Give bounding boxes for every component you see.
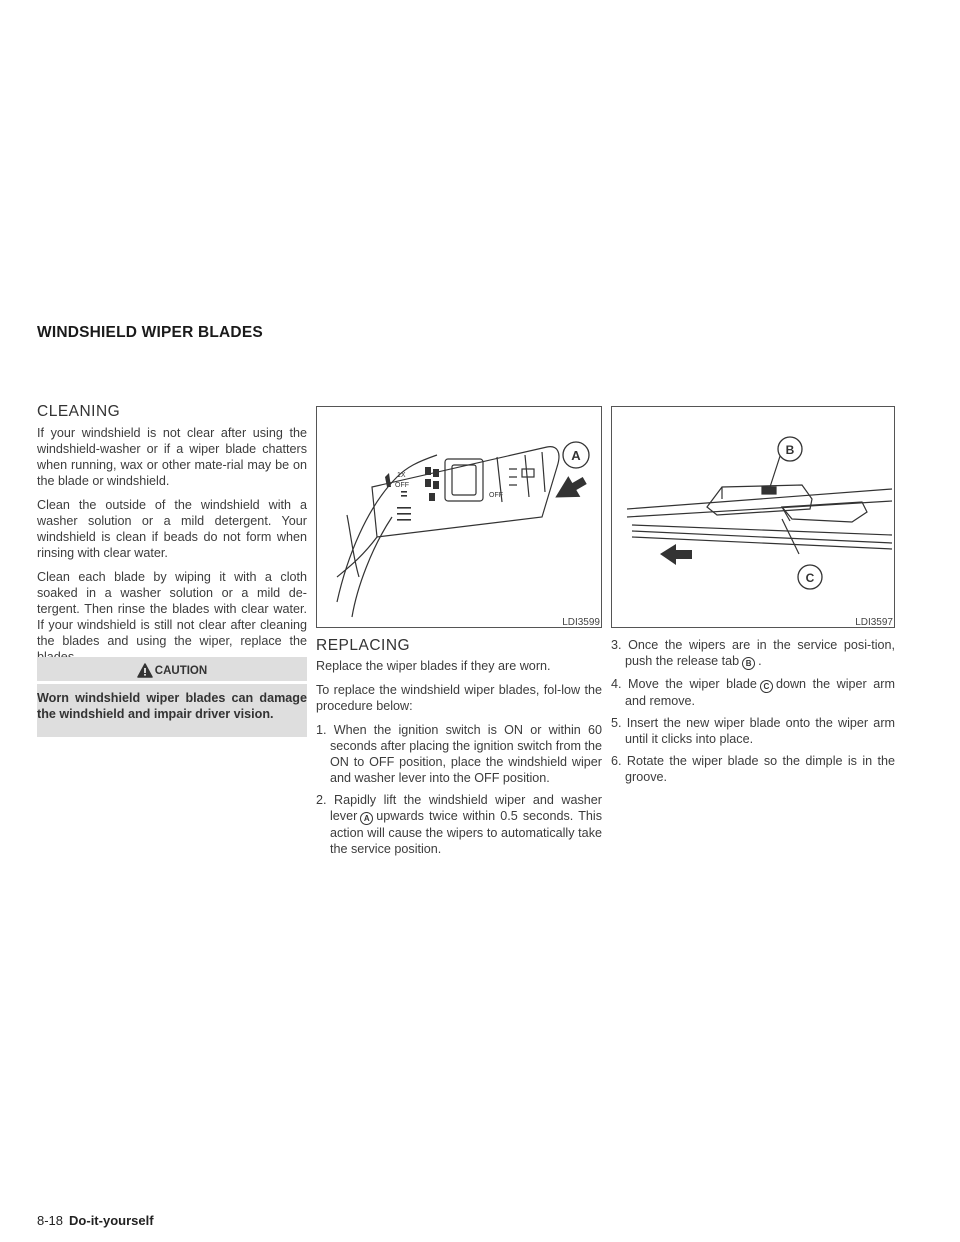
callout-c-marker: C [760, 680, 773, 693]
replacing-heading: REPLACING [316, 637, 411, 654]
callout-a-marker: A [360, 812, 373, 825]
page-footer [37, 1213, 154, 1228]
replacing-steps [316, 722, 602, 857]
figure-id-right: LDI3597 [855, 617, 893, 628]
replacing-body [316, 658, 602, 863]
cleaning-paragraph: Clean each blade by wiping it with a cloth soaked in a washer solution or a mild de-tergent. Then rinse the blades with clear water. If your windshield is still not clear after cleaning the blades and using the wiper, replace the [37, 570, 307, 648]
callout-c: C [805, 571, 815, 585]
cleaning-body [37, 425, 307, 665]
replacing-steps-continued [611, 637, 895, 791]
cleaning-heading: CLEANING [37, 403, 121, 420]
page-number: 8-18 [37, 1213, 64, 1228]
caution-label: CAUTION [154, 665, 208, 677]
chapter-title: Do-it-yourself [69, 1213, 154, 1228]
wiper-lever-illustration [317, 407, 601, 627]
step-item: 1. When the ignition switch is ON or within 60 seconds after placing the ignition switch from the ON to OFF position, place the windshield wiper and washer lever into the OFF position. [316, 723, 602, 785]
direction-arrow-icon [660, 544, 692, 565]
step-text: 4. Move the wiper blade [611, 677, 757, 691]
replacing-intro: To replace the windshield wiper blades, fol-low the procedure below: [316, 683, 602, 713]
caution-divider [37, 681, 307, 684]
step-item [611, 676, 895, 709]
replacing-steps [611, 637, 895, 785]
step-text: down the wiper arm and remove. [625, 677, 895, 708]
caution-box [37, 657, 307, 737]
cleaning-paragraph: If your windshield is not clear after using the windshield-washer or if a wiper blade chatters when running, wax or other mate-rial may be on the blade or windshield. [37, 426, 307, 488]
callout-a: A [571, 448, 581, 463]
step-item: 6. Rotate the wiper blade so the dimple is in the groove. [611, 754, 895, 784]
step-item: 5. Insert the new wiper blade onto the wiper arm until it clicks into place. [611, 716, 895, 746]
callout-b: B [785, 443, 795, 457]
section-title: WINDSHIELD WIPER BLADES [37, 324, 263, 341]
figure-wiper-lever [316, 406, 602, 628]
caution-text: Worn windshield wiper blades can damage the windshield and impair driver vision. [37, 691, 307, 721]
wiper-blade-illustration [612, 407, 894, 627]
switch-label-off: OFF [395, 482, 409, 489]
cleaning-paragraph: Clean the outside of the windshield with a washer solution or a mild detergent. Your windshield is clean if beads do not form when rinsing with clear water. [37, 498, 307, 560]
callout-b-marker: B [742, 657, 755, 670]
switch-label-1x: 1X [397, 472, 406, 479]
step-item [611, 637, 895, 670]
figure-id-left: LDI3599 [562, 617, 600, 628]
replacing-intro: Replace the wiper blades if they are worn. [316, 659, 551, 673]
step-text: upwards twice within 0.5 seconds. This action will cause the wipers to automatically take the service position. [330, 809, 602, 856]
step-item [316, 792, 602, 857]
step-text: . [758, 654, 762, 668]
switch-label-off-2: OFF [489, 492, 503, 499]
warning-triangle-icon [137, 663, 153, 678]
step-text: 3. Once the wipers are in the service posi-tion, push the release tab [611, 638, 895, 668]
caution-header [37, 663, 307, 678]
figure-wiper-blade [611, 406, 895, 628]
step-text: 2. Rapidly lift the windshield wiper and washer lever [316, 793, 602, 823]
